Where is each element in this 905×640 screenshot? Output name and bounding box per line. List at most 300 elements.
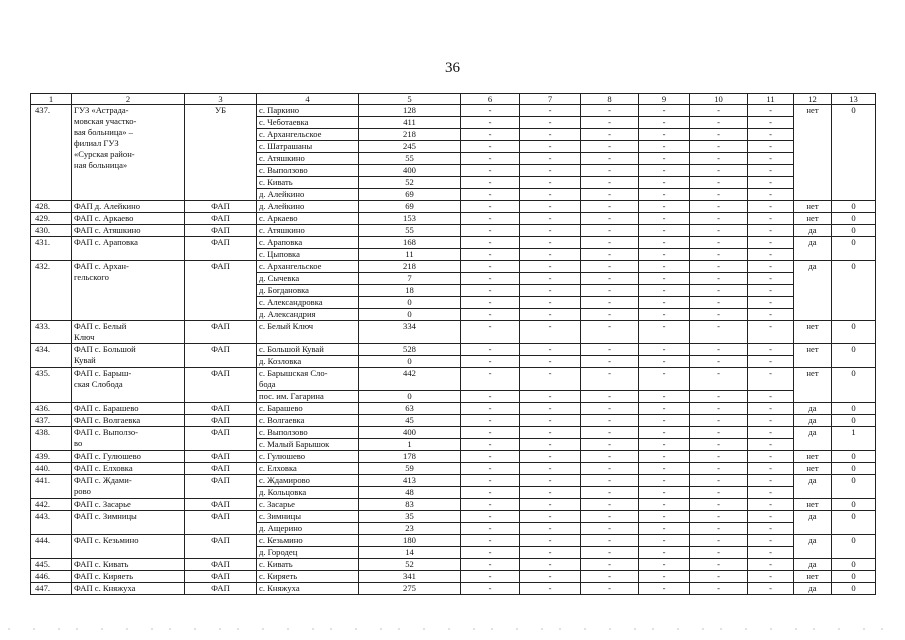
table-row [31,213,876,225]
empty-value-cell: - [520,297,581,309]
empty-value-cell: - [461,153,520,165]
empty-value-cell: - [690,475,748,487]
institution-type: ФАП [185,344,257,368]
empty-value-cell: - [520,273,581,285]
count-value: 0 [832,261,876,321]
population: 0 [359,297,461,309]
noise-dot [516,628,517,629]
empty-value-cell: - [520,225,581,237]
empty-value-cell: - [581,463,639,475]
empty-value-cell: - [748,213,794,225]
empty-value-cell: - [520,213,581,225]
availability-value: нет [794,499,832,511]
empty-value-cell: - [748,403,794,415]
settlement-name: с. Волгаевка [257,415,359,427]
row-number: 446. [31,571,72,583]
empty-value-cell: - [461,487,520,499]
count-value: 0 [832,225,876,237]
empty-value-cell: - [639,117,690,129]
empty-value-cell: - [690,141,748,153]
empty-value-cell: - [690,391,748,403]
institution-name: ФАП с. Засарье [72,499,185,511]
noise-dot [237,628,238,629]
empty-value-cell: - [748,237,794,249]
empty-value-cell: - [520,368,581,391]
row-number: 431. [31,237,72,261]
empty-value-cell: - [581,249,639,261]
population: 528 [359,344,461,356]
empty-value-cell: - [520,237,581,249]
empty-value-cell: - [461,225,520,237]
population: 18 [359,285,461,297]
header-cell: 3 [185,94,257,105]
institution-name: ФАП с. Волгаевка [72,415,185,427]
empty-value-cell: - [690,129,748,141]
noise-dot [423,628,424,629]
empty-value-cell: - [581,391,639,403]
row-number: 430. [31,225,72,237]
count-value: 0 [832,105,876,201]
noise-dot [541,628,542,629]
institution-type: ФАП [185,559,257,571]
empty-value-cell: - [639,439,690,451]
empty-value-cell: - [581,237,639,249]
empty-value-cell: - [581,499,639,511]
empty-value-cell: - [461,511,520,523]
availability-value: нет [794,344,832,368]
institution-name: ФАП с. Гулюшево [72,451,185,463]
empty-value-cell: - [639,249,690,261]
header-cell: 4 [257,94,359,105]
settlement-name: д. Сычевка [257,273,359,285]
noise-dot [813,628,814,629]
count-value: 0 [832,511,876,535]
empty-value-cell: - [639,559,690,571]
empty-value-cell: - [690,535,748,547]
empty-value-cell: - [581,356,639,368]
settlement-name: с. Аркаево [257,213,359,225]
institution-type: ФАП [185,321,257,344]
noise-dot [287,628,288,629]
table-row [31,475,876,487]
empty-value-cell: - [520,309,581,321]
table-row [31,571,876,583]
empty-value-cell: - [690,297,748,309]
availability-value: нет [794,463,832,475]
header-cell: 10 [690,94,748,105]
empty-value-cell: - [639,321,690,344]
empty-value-cell: - [581,165,639,177]
institution-type: ФАП [185,415,257,427]
count-value: 0 [832,559,876,571]
population: 48 [359,487,461,499]
empty-value-cell: - [520,535,581,547]
empty-value-cell: - [639,297,690,309]
institution-type: ФАП [185,225,257,237]
empty-value-cell: - [639,583,690,595]
empty-value-cell: - [748,189,794,201]
settlement-name: с. Княжуха [257,583,359,595]
population: 1 [359,439,461,451]
empty-value-cell: - [520,499,581,511]
institution-type: ФАП [185,201,257,213]
noise-dot [609,628,610,629]
empty-value-cell: - [581,451,639,463]
empty-value-cell: - [639,177,690,189]
empty-value-cell: - [461,403,520,415]
institution-name: ФАП с. Большой Кувай [72,344,185,368]
empty-value-cell: - [690,463,748,475]
availability-value: да [794,475,832,499]
noise-dot [194,628,195,629]
empty-value-cell: - [581,439,639,451]
empty-value-cell: - [461,559,520,571]
empty-value-cell: - [748,571,794,583]
noise-dot [58,628,59,629]
institution-type: ФАП [185,499,257,511]
header-cell: 8 [581,94,639,105]
empty-value-cell: - [520,559,581,571]
empty-value-cell: - [520,475,581,487]
empty-value-cell: - [690,261,748,273]
settlement-name: с. Александровка [257,297,359,309]
empty-value-cell: - [461,439,520,451]
empty-value-cell: - [639,153,690,165]
table-row [31,499,876,511]
settlement-name: с. Гулюшево [257,451,359,463]
institution-type: ФАП [185,237,257,261]
empty-value-cell: - [461,237,520,249]
empty-value-cell: - [690,117,748,129]
settlement-name: с. Малый Барышок [257,439,359,451]
institution-name: ФАП с. Аркаево [72,213,185,225]
empty-value-cell: - [581,225,639,237]
noise-dot [491,628,492,629]
empty-value-cell: - [520,141,581,153]
empty-value-cell: - [690,368,748,391]
population: 14 [359,547,461,559]
settlement-name: с. Цыповка [257,249,359,261]
row-number: 439. [31,451,72,463]
row-number: 444. [31,535,72,559]
empty-value-cell: - [690,285,748,297]
population: 400 [359,165,461,177]
empty-value-cell: - [748,451,794,463]
institution-type: ФАП [185,451,257,463]
empty-value-cell: - [461,391,520,403]
empty-value-cell: - [581,523,639,535]
row-number: 440. [31,463,72,475]
empty-value-cell: - [581,511,639,523]
empty-value-cell: - [690,189,748,201]
empty-value-cell: - [690,225,748,237]
institution-name: ФАП с. Архан- гельского [72,261,185,321]
institution-name: ФАП с. Араповка [72,237,185,261]
settlement-name: с. Белый Ключ [257,321,359,344]
empty-value-cell: - [581,427,639,439]
count-value: 0 [832,415,876,427]
empty-value-cell: - [520,487,581,499]
table-row [31,105,876,117]
availability-value: нет [794,451,832,463]
population: 63 [359,403,461,415]
empty-value-cell: - [520,249,581,261]
empty-value-cell: - [639,463,690,475]
population: 245 [359,141,461,153]
empty-value-cell: - [748,225,794,237]
empty-value-cell: - [639,475,690,487]
noise-dot [652,628,653,629]
empty-value-cell: - [690,571,748,583]
noise-dot [634,628,635,629]
settlement-name: пос. им. Гагарина [257,391,359,403]
noise-dot [863,628,864,629]
table-row [31,344,876,356]
empty-value-cell: - [581,201,639,213]
institution-type: ФАП [185,213,257,225]
empty-value-cell: - [581,344,639,356]
institution-type: ФАП [185,535,257,559]
empty-value-cell: - [461,547,520,559]
count-value: 0 [832,213,876,225]
availability-value: да [794,583,832,595]
empty-value-cell: - [520,403,581,415]
empty-value-cell: - [520,201,581,213]
table-row [31,415,876,427]
count-value: 0 [832,321,876,344]
settlement-name: с. Зимницы [257,511,359,523]
population: 442 [359,368,461,391]
empty-value-cell: - [748,547,794,559]
table-row [31,583,876,595]
table-row [31,261,876,273]
table-row [31,511,876,523]
empty-value-cell: - [639,237,690,249]
empty-value-cell: - [520,344,581,356]
institution-name: ГУЗ «Астрада- мовская участко- вая больница» – филиал ГУЗ «Сурская район- ная больница» [72,105,185,201]
header-cell: 12 [794,94,832,105]
empty-value-cell: - [748,201,794,213]
noise-dot [101,628,102,629]
empty-value-cell: - [690,487,748,499]
noise-dot [559,628,560,629]
empty-value-cell: - [639,309,690,321]
population: 218 [359,129,461,141]
empty-value-cell: - [581,559,639,571]
empty-value-cell: - [581,475,639,487]
settlement-name: с. Барашево [257,403,359,415]
empty-value-cell: - [748,309,794,321]
empty-value-cell: - [520,463,581,475]
row-number: 434. [31,344,72,368]
noise-dot [219,628,220,629]
empty-value-cell: - [748,415,794,427]
settlement-name: с. Киряеть [257,571,359,583]
availability-value: нет [794,201,832,213]
empty-value-cell: - [748,356,794,368]
empty-value-cell: - [639,141,690,153]
empty-value-cell: - [690,201,748,213]
availability-value: да [794,427,832,451]
empty-value-cell: - [581,571,639,583]
empty-value-cell: - [461,273,520,285]
empty-value-cell: - [690,511,748,523]
noise-dot [584,628,585,629]
empty-value-cell: - [690,427,748,439]
empty-value-cell: - [639,273,690,285]
institution-type: ФАП [185,261,257,321]
institution-name: ФАП с. Княжуха [72,583,185,595]
empty-value-cell: - [748,285,794,297]
population: 35 [359,511,461,523]
empty-value-cell: - [581,273,639,285]
availability-value: да [794,403,832,415]
empty-value-cell: - [581,321,639,344]
availability-value: да [794,415,832,427]
empty-value-cell: - [581,117,639,129]
noise-dot [398,628,399,629]
empty-value-cell: - [639,189,690,201]
empty-value-cell: - [520,165,581,177]
empty-value-cell: - [690,213,748,225]
empty-value-cell: - [748,105,794,117]
population: 23 [359,523,461,535]
population: 218 [359,261,461,273]
header-cell: 2 [72,94,185,105]
population: 275 [359,583,461,595]
institution-name: ФАП с. Атяшкино [72,225,185,237]
empty-value-cell: - [461,285,520,297]
empty-value-cell: - [639,201,690,213]
noise-dot [838,628,839,629]
empty-value-cell: - [520,321,581,344]
empty-value-cell: - [690,249,748,261]
count-value: 0 [832,237,876,261]
row-number: 443. [31,511,72,535]
empty-value-cell: - [581,415,639,427]
institution-type: УБ [185,105,257,201]
settlement-name: с. Кивать [257,177,359,189]
availability-value: нет [794,321,832,344]
institution-type: ФАП [185,475,257,499]
institution-name: ФАП с. Киряеть [72,571,185,583]
settlement-name: с. Выползово [257,165,359,177]
row-number: 442. [31,499,72,511]
population: 45 [359,415,461,427]
noise-dot [881,628,882,629]
population: 168 [359,237,461,249]
empty-value-cell: - [748,273,794,285]
noise-dot [448,628,449,629]
noise-dot [312,628,313,629]
population: 69 [359,189,461,201]
empty-value-cell: - [690,165,748,177]
empty-value-cell: - [748,261,794,273]
empty-value-cell: - [520,391,581,403]
population: 341 [359,571,461,583]
table-row [31,535,876,547]
count-value: 0 [832,451,876,463]
table-row [31,368,876,391]
row-number: 437. [31,105,72,201]
noise-dot [151,628,152,629]
settlement-name: с. Архангельское [257,261,359,273]
empty-value-cell: - [639,547,690,559]
empty-value-cell: - [639,499,690,511]
row-number: 436. [31,403,72,415]
noise-dot [169,628,170,629]
header-cell: 11 [748,94,794,105]
empty-value-cell: - [581,583,639,595]
population: 178 [359,451,461,463]
empty-value-cell: - [748,391,794,403]
empty-value-cell: - [461,427,520,439]
empty-value-cell: - [581,153,639,165]
empty-value-cell: - [748,368,794,391]
noise-dot [76,628,77,629]
population: 52 [359,559,461,571]
row-number: 445. [31,559,72,571]
population: 334 [359,321,461,344]
empty-value-cell: - [581,285,639,297]
population: 11 [359,249,461,261]
settlement-name: с. Араповка [257,237,359,249]
empty-value-cell: - [748,559,794,571]
empty-value-cell: - [461,141,520,153]
institution-name: ФАП с. Елховка [72,463,185,475]
empty-value-cell: - [520,415,581,427]
empty-value-cell: - [690,547,748,559]
table-row [31,201,876,213]
empty-value-cell: - [748,463,794,475]
empty-value-cell: - [461,321,520,344]
table-row [31,403,876,415]
empty-value-cell: - [639,285,690,297]
availability-value: да [794,559,832,571]
row-number: 432. [31,261,72,321]
count-value: 0 [832,463,876,475]
empty-value-cell: - [690,451,748,463]
availability-value: нет [794,105,832,201]
empty-value-cell: - [520,189,581,201]
institution-name: ФАП с. Барашево [72,403,185,415]
empty-value-cell: - [748,129,794,141]
settlement-name: с. Атяшкино [257,225,359,237]
settlement-name: с. Атяшкино [257,153,359,165]
availability-value: да [794,535,832,559]
empty-value-cell: - [690,499,748,511]
empty-value-cell: - [581,141,639,153]
empty-value-cell: - [639,571,690,583]
noise-dot [473,628,474,629]
empty-value-cell: - [520,356,581,368]
settlement-name: с. Архангельское [257,129,359,141]
empty-value-cell: - [690,439,748,451]
settlement-name: с. Засарье [257,499,359,511]
header-cell: 1 [31,94,72,105]
empty-value-cell: - [520,547,581,559]
population: 128 [359,105,461,117]
header-cell: 5 [359,94,461,105]
settlement-name: с. Большой Кувай [257,344,359,356]
empty-value-cell: - [748,499,794,511]
empty-value-cell: - [639,129,690,141]
settlement-name: с. Паркино [257,105,359,117]
population: 153 [359,213,461,225]
empty-value-cell: - [639,344,690,356]
empty-value-cell: - [461,523,520,535]
empty-value-cell: - [748,511,794,523]
